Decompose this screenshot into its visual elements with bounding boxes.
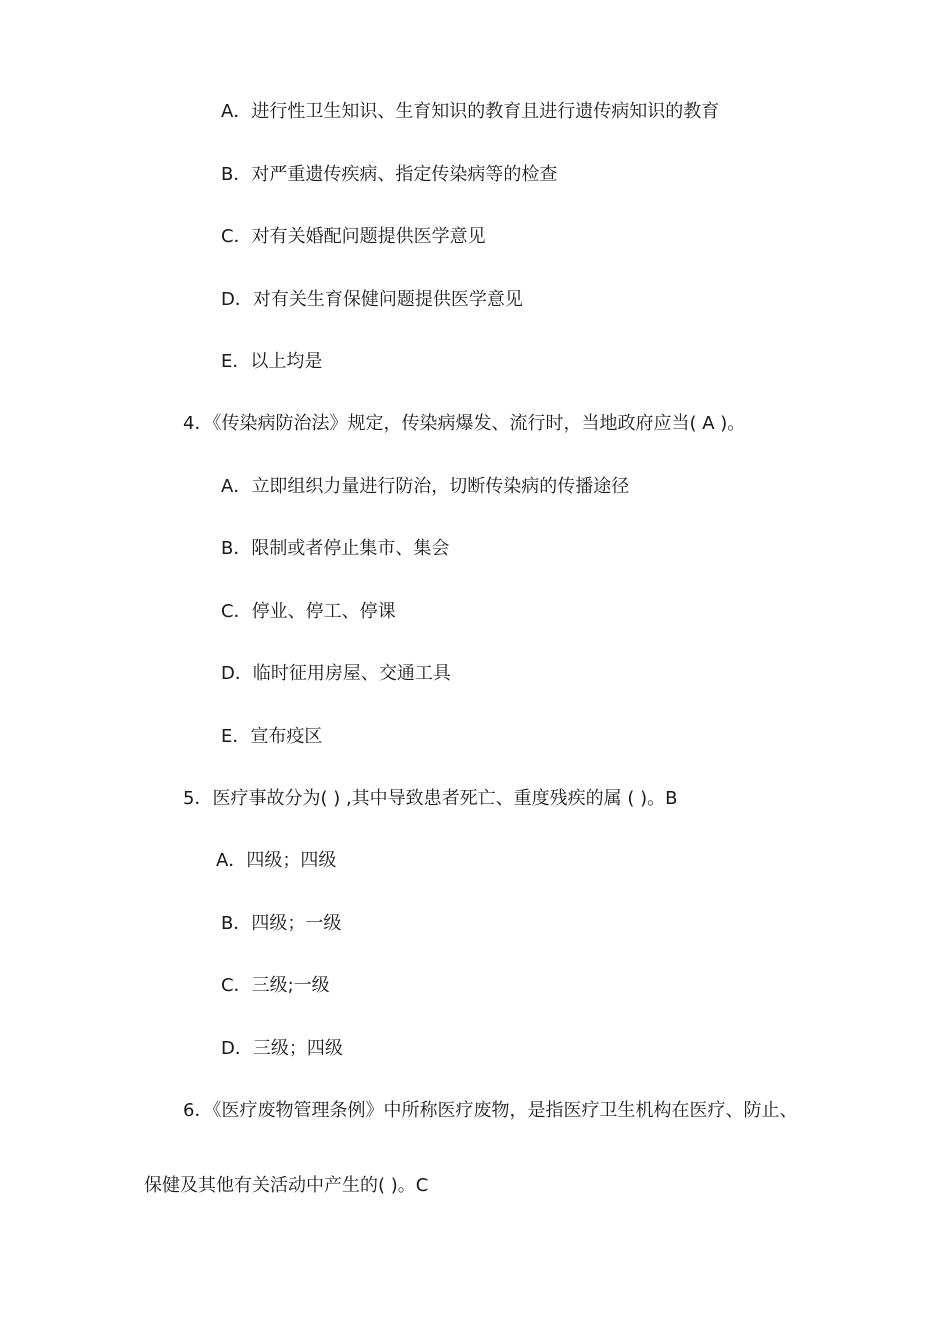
- q5-option-a: A．四级；四级: [216, 850, 337, 871]
- q4-stem: 4．《传染病防治法》规定，传染病爆发、流行时，当地政府应当( A )。: [183, 413, 746, 434]
- q6-stem-line1: 6．《医疗废物管理条例》中所称医疗废物，是指医疗卫生机构在医疗、防止、: [183, 1100, 798, 1121]
- q3-option-a: A．进行性卫生知识、生育知识的教育且进行遗传病知识的教育: [221, 101, 720, 122]
- q4-option-a: A．立即组织力量进行防治，切断传染病的传播途径: [221, 476, 630, 497]
- q6-stem-line2: 保健及其他有关活动中产生的( )。C: [144, 1175, 429, 1196]
- q5-option-b: B．四级；一级: [221, 913, 342, 934]
- q4-option-e: E．宣布疫区: [221, 726, 323, 747]
- q5-option-d: D．三级；四级: [221, 1038, 343, 1059]
- q4-option-b: B．限制或者停止集市、集会: [221, 538, 450, 559]
- q3-option-e: E．以上均是: [221, 351, 323, 372]
- q3-option-b: B．对严重遗传疾病、指定传染病等的检查: [221, 164, 558, 185]
- q3-option-d: D．对有关生育保健问题提供医学意见: [221, 289, 523, 310]
- q5-stem: 5．医疗事故分为( ) ,其中导致患者死亡、重度残疾的属 ( )。B: [183, 788, 678, 809]
- q5-option-c: C．三级;一级: [221, 975, 330, 996]
- q4-option-c: C．停业、停工、停课: [221, 601, 396, 622]
- q3-option-c: C．对有关婚配问题提供医学意见: [221, 226, 486, 247]
- q4-option-d: D．临时征用房屋、交通工具: [221, 663, 451, 684]
